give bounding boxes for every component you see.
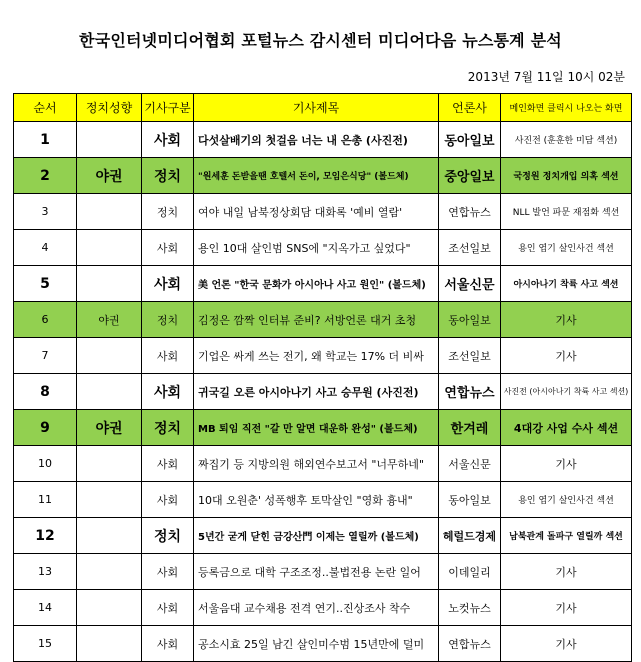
row-category: 정치 [142,518,194,554]
table-row [14,554,632,590]
table-row [14,266,632,302]
row-category: 사회 [142,626,194,662]
row-landing: 용인 엽기 살인사건 섹션 [501,482,632,518]
table-row [14,302,632,338]
row-no: 12 [14,518,77,554]
row-no: 13 [14,554,77,590]
row-title: 10대 오원춘' 성폭행후 토막살인 "영화 흉내" [194,482,439,518]
report-date: 2013년 7월 11일 10시 02분 [467,70,625,84]
row-political [77,518,142,554]
row-no: 14 [14,590,77,626]
col-header-publisher: 언론사 [439,94,501,122]
row-landing: 사진전 (훈훈한 미담 섹션) [501,122,632,158]
row-landing: NLL 발언 파문 재점화 섹션 [501,194,632,230]
col-header-category: 기사구분 [142,94,194,122]
row-publisher: 연합뉴스 [439,374,501,410]
row-publisher: 연합뉴스 [439,194,501,230]
row-publisher: 한겨레 [439,410,501,446]
row-no: 7 [14,338,77,374]
row-political: 야권 [77,158,142,194]
row-political [77,482,142,518]
row-category: 정치 [142,194,194,230]
row-landing: 기사 [501,626,632,662]
row-political [77,230,142,266]
row-landing: 4대강 사업 수사 섹션 [501,410,632,446]
row-title: "원세훈 돈받을땐 호텔서 돈이, 모임은식당" (볼드체) [194,158,439,194]
table-row [14,230,632,266]
row-category: 정치 [142,302,194,338]
row-title: 짜집기 등 지방의원 해외연수보고서 "너무하네" [194,446,439,482]
row-category: 사회 [142,482,194,518]
row-category: 사회 [142,230,194,266]
row-category: 사회 [142,122,194,158]
row-landing: 남북관계 돌파구 열릴까 섹션 [501,518,632,554]
row-landing: 기사 [501,554,632,590]
row-landing: 국정원 정치개입 의혹 섹션 [501,158,632,194]
row-publisher: 중앙일보 [439,158,501,194]
row-title: 기업은 싸게 쓰는 전기, 왜 학교는 17% 더 비싸 [194,338,439,374]
row-political [77,554,142,590]
row-title: 여야 내일 남북정상회담 대화록 '예비 열람' [194,194,439,230]
table-row [14,482,632,518]
table-row [14,518,632,554]
row-title: MB 퇴임 직전 "갈 만 알면 대운하 완성" (볼드체) [194,410,439,446]
row-publisher: 동아일보 [439,122,501,158]
row-category: 정치 [142,410,194,446]
row-political [77,338,142,374]
row-no: 6 [14,302,77,338]
row-political [77,122,142,158]
row-title: 서울음대 교수채용 전격 연기..진상조사 착수 [194,590,439,626]
row-no: 10 [14,446,77,482]
col-header-landing: 메인화면 클릭시 나오는 화면 [501,94,632,122]
table-row [14,590,632,626]
row-no: 8 [14,374,77,410]
row-title: 김정은 깜짝 인터뷰 준비? 서방언론 대거 초청 [194,302,439,338]
row-political [77,266,142,302]
row-landing: 사진전 (아시아나기 착륙 사고 섹션) [501,374,632,410]
row-publisher: 노컷뉴스 [439,590,501,626]
table-row [14,122,632,158]
table-row [14,626,632,662]
news-stats-table [13,93,632,662]
row-publisher: 서울신문 [439,266,501,302]
row-political [77,446,142,482]
table-row [14,194,632,230]
row-publisher: 동아일보 [439,482,501,518]
table-header-row [14,94,632,122]
table-row [14,338,632,374]
row-category: 사회 [142,554,194,590]
row-political: 야권 [77,302,142,338]
table-row [14,410,632,446]
row-no: 11 [14,482,77,518]
row-title: 다섯살배기의 첫걸음 너는 내 은총 (사진전) [194,122,439,158]
row-political [77,374,142,410]
row-title: 美 언론 "한국 문화가 아시아나 사고 원인" (볼드체) [194,266,439,302]
row-category: 사회 [142,590,194,626]
row-landing: 용인 엽기 살인사건 섹션 [501,230,632,266]
table-row [14,158,632,194]
row-title: 귀국길 오른 아시아나기 사고 승무원 (사진전) [194,374,439,410]
row-landing: 기사 [501,338,632,374]
col-header-title: 기사제목 [194,94,439,122]
row-title: 용인 10대 살인범 SNS에 "지옥가고 싶었다" [194,230,439,266]
row-political [77,626,142,662]
page-title: 한국인터넷미디어협회 포털뉴스 감시센터 미디어다음 뉴스통계 분석 [79,31,562,50]
row-political [77,194,142,230]
row-title: 등록금으로 대학 구조조정..불법전용 논란 일어 [194,554,439,590]
row-political [77,590,142,626]
row-political: 야권 [77,410,142,446]
row-no: 2 [14,158,77,194]
col-header-political: 정치성향 [77,94,142,122]
row-landing: 아시아나기 착륙 사고 섹션 [501,266,632,302]
col-header-no: 순서 [14,94,77,122]
row-category: 사회 [142,446,194,482]
row-publisher: 이데일리 [439,554,501,590]
row-publisher: 서울신문 [439,446,501,482]
row-landing: 기사 [501,590,632,626]
row-no: 15 [14,626,77,662]
row-landing: 기사 [501,302,632,338]
row-publisher: 조선일보 [439,230,501,266]
table-row [14,446,632,482]
row-publisher: 헤럴드경제 [439,518,501,554]
row-category: 사회 [142,374,194,410]
row-category: 사회 [142,266,194,302]
row-no: 4 [14,230,77,266]
row-title: 5년간 굳게 닫힌 금강산門 이제는 열릴까 (볼드체) [194,518,439,554]
row-no: 1 [14,122,77,158]
row-category: 정치 [142,158,194,194]
table-row [14,374,632,410]
row-no: 3 [14,194,77,230]
row-publisher: 연합뉴스 [439,626,501,662]
row-landing: 기사 [501,446,632,482]
row-no: 5 [14,266,77,302]
row-publisher: 조선일보 [439,338,501,374]
row-publisher: 동아일보 [439,302,501,338]
row-no: 9 [14,410,77,446]
row-category: 사회 [142,338,194,374]
row-title: 공소시효 25일 남긴 살인미수범 15년만에 덜미 [194,626,439,662]
